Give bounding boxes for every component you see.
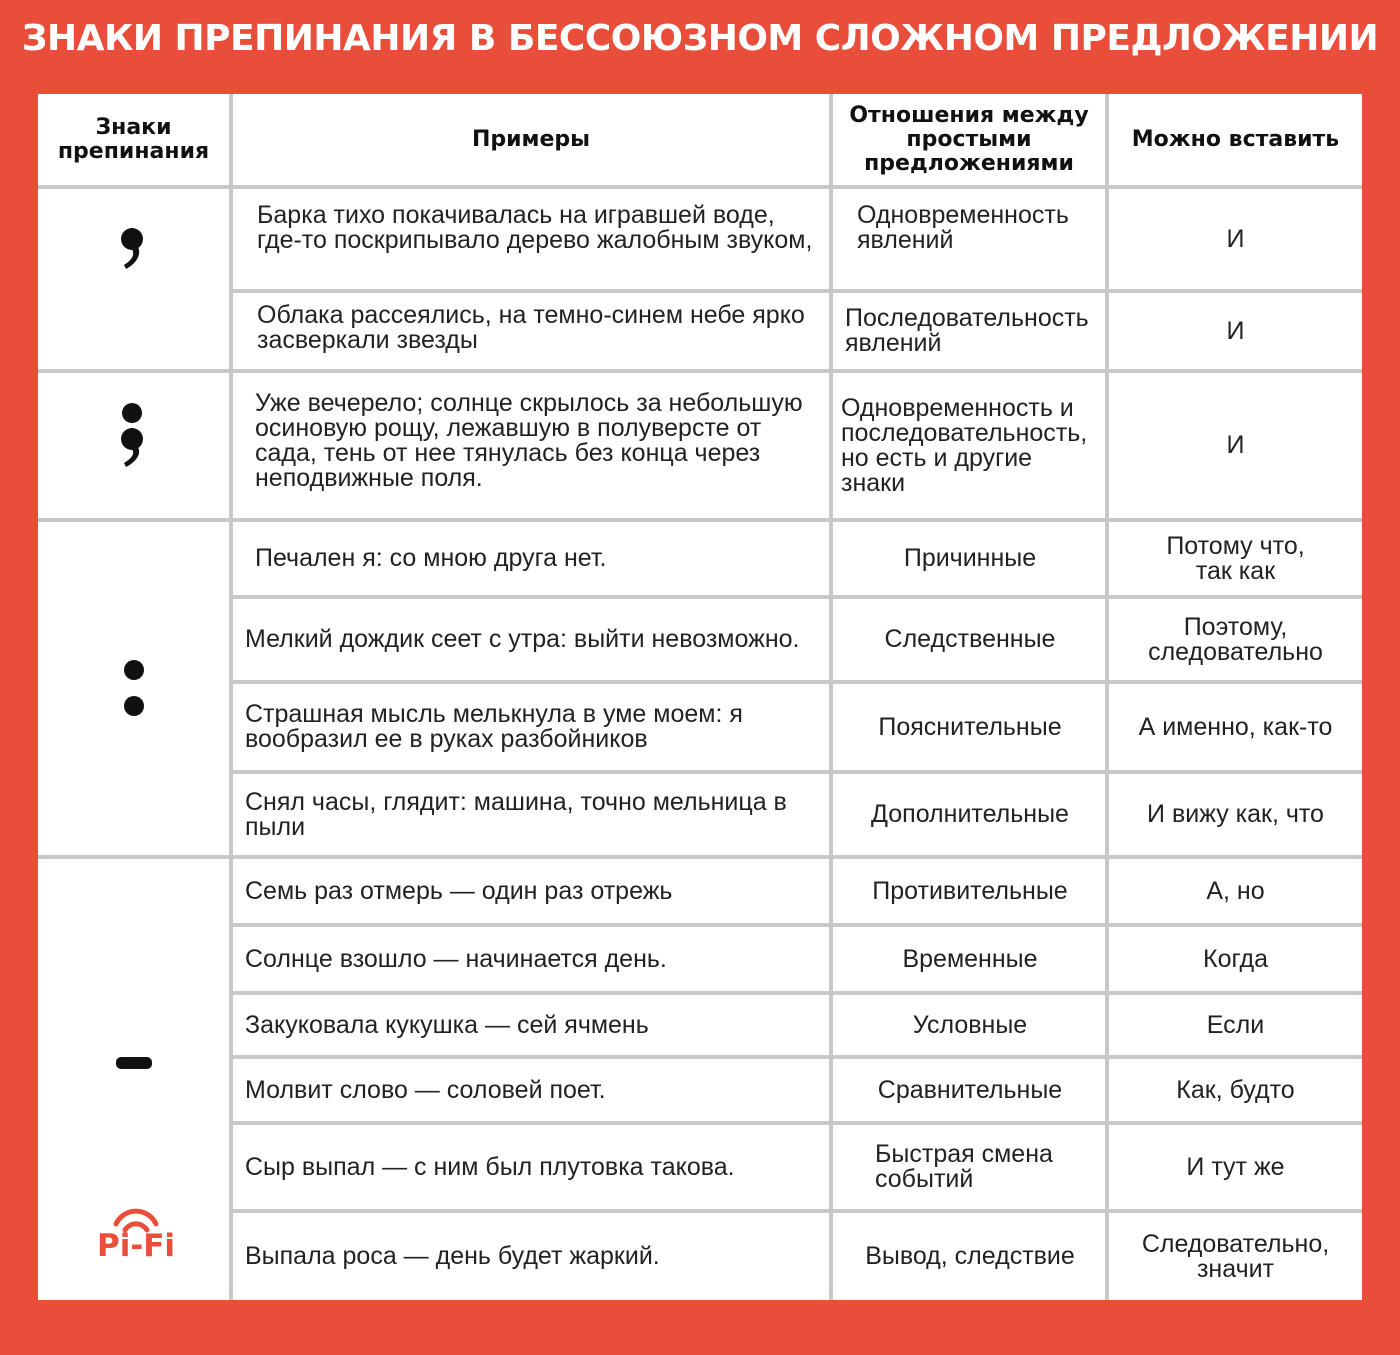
example-text: Уже вечерело; солнце скрылось за небольшую осиновую рощу, лежавшую в полуверсте от сада, тень от нее тянулась без конца через неподвижные поля.	[255, 389, 803, 492]
example-text: Страшная мысль мелькнула в уме моем: я вообразил ее в руках разбойников	[245, 700, 743, 753]
example-text: Мелкий дождик сеет с утра: выйти невозможно.	[245, 625, 800, 653]
insert-text: Следовательно, значит	[1141, 1229, 1330, 1283]
insert-text: И тут же	[1186, 1152, 1285, 1181]
comma-icon	[114, 223, 154, 283]
header-insert	[1109, 94, 1362, 185]
relation-cell	[833, 995, 1105, 1055]
example-cell	[233, 859, 829, 923]
insert-cell	[1109, 995, 1362, 1055]
header-relations-label: Отношения между простыми предложениями	[849, 102, 1089, 176]
header-marks	[38, 94, 229, 185]
header-examples	[233, 94, 829, 185]
header-insert-label: Можно вставить	[1131, 126, 1340, 152]
punctuation-table	[38, 94, 1362, 1300]
example-text: Молвит слово — соловей поет.	[245, 1075, 606, 1104]
example-text: Печален я: со мною друга нет.	[255, 544, 607, 572]
example-cell	[233, 1125, 829, 1209]
example-cell	[233, 774, 829, 855]
semicolon-icon	[114, 399, 154, 469]
example-text: Солнце взошло — начинается день.	[245, 944, 667, 973]
header-examples-label: Примеры	[471, 126, 591, 152]
example-cell	[233, 599, 829, 680]
insert-cell	[1109, 1213, 1362, 1300]
relation-cell	[833, 293, 1105, 369]
relation-cell	[833, 599, 1105, 680]
insert-text: И	[1226, 316, 1245, 345]
insert-text: И	[1226, 431, 1245, 459]
insert-cell	[1109, 684, 1362, 770]
insert-text: Если	[1206, 1010, 1265, 1039]
insert-cell	[1109, 599, 1362, 680]
relation-text: Следственные	[884, 625, 1056, 653]
relation-cell	[833, 1059, 1105, 1121]
relation-cell	[833, 684, 1105, 770]
insert-text: Поэтому, следовательно	[1148, 612, 1323, 666]
relation-text: Условные	[912, 1010, 1028, 1039]
insert-text: Как, будто	[1176, 1075, 1295, 1104]
relation-text: Причинные	[903, 544, 1037, 572]
relation-text: Противительные	[872, 876, 1068, 905]
relation-text: Одновременность явлений	[857, 201, 1069, 254]
example-cell	[233, 189, 829, 289]
logo-text: Pi-Fi	[96, 1228, 175, 1264]
example-cell	[233, 1213, 829, 1300]
insert-text: И	[1226, 224, 1245, 253]
example-text: Облака рассеялись, на темно-синем небе ярко засверкали звезды	[257, 301, 805, 354]
mark-cell-colon	[38, 522, 229, 855]
example-text: Барка тихо покачивалась на игравшей воде, где-то поскрипывало дерево жалобным звуком,	[257, 201, 813, 254]
relation-text: Быстрая смена событий	[875, 1140, 1053, 1193]
relation-text: Дополнительные	[871, 800, 1069, 828]
example-text: Закуковала кукушка — сей ячмень	[245, 1010, 649, 1039]
relation-cell	[833, 1125, 1105, 1209]
insert-cell	[1109, 522, 1362, 595]
example-cell	[233, 684, 829, 770]
relation-cell	[833, 1213, 1105, 1300]
colon-icon	[114, 659, 154, 719]
relation-text: Пояснительные	[878, 712, 1062, 741]
insert-cell	[1109, 373, 1362, 518]
example-cell	[233, 995, 829, 1055]
example-cell	[233, 1059, 829, 1121]
relation-cell	[833, 774, 1105, 855]
insert-cell	[1109, 774, 1362, 855]
insert-cell	[1109, 189, 1362, 289]
insert-cell	[1109, 1125, 1362, 1209]
example-cell	[233, 522, 829, 595]
example-text: Семь раз отмерь — один раз отрежь	[245, 876, 673, 905]
relation-cell	[833, 189, 1105, 289]
example-text: Выпала роса — день будет жаркий.	[245, 1242, 660, 1270]
header-marks-label: Знаки препинания	[57, 114, 210, 164]
insert-cell	[1109, 927, 1362, 991]
relation-cell	[833, 373, 1105, 518]
relation-cell	[833, 927, 1105, 991]
pi-fi-logo	[88, 1204, 184, 1266]
insert-cell	[1109, 293, 1362, 369]
insert-text: И вижу как, что	[1147, 800, 1324, 828]
mark-cell-comma	[38, 189, 229, 369]
relation-text: Вывод, следствие	[865, 1242, 1075, 1270]
relation-text: Временные	[902, 944, 1038, 973]
insert-text: А именно, как-то	[1138, 712, 1333, 741]
example-cell	[233, 293, 829, 369]
relation-cell	[833, 859, 1105, 923]
example-cell	[233, 927, 829, 991]
insert-text: А, но	[1206, 876, 1265, 905]
relation-cell	[833, 522, 1105, 595]
relation-text: Последовательность явлений	[845, 304, 1089, 357]
example-text: Сыр выпал — с ним был плутовка такова.	[245, 1152, 735, 1181]
insert-cell	[1109, 1059, 1362, 1121]
page-title: ЗНАКИ ПРЕПИНАНИЯ В БЕССОЮЗНОМ СЛОЖНОМ ПРЕДЛОЖЕНИИ	[21, 18, 1379, 59]
insert-cell	[1109, 859, 1362, 923]
example-text: Снял часы, глядит: машина, точно мельница в пыли	[245, 787, 787, 841]
insert-text: Когда	[1203, 944, 1268, 973]
relation-text: Сравнительные	[877, 1075, 1063, 1104]
dash-icon	[114, 1055, 154, 1071]
insert-text: Потому что, так как	[1166, 531, 1305, 585]
example-cell	[233, 373, 829, 518]
relation-text: Одновременность и последовательность, но есть и другие знаки	[841, 393, 1088, 497]
header-relations	[833, 94, 1105, 185]
mark-cell-semicolon	[38, 373, 229, 518]
